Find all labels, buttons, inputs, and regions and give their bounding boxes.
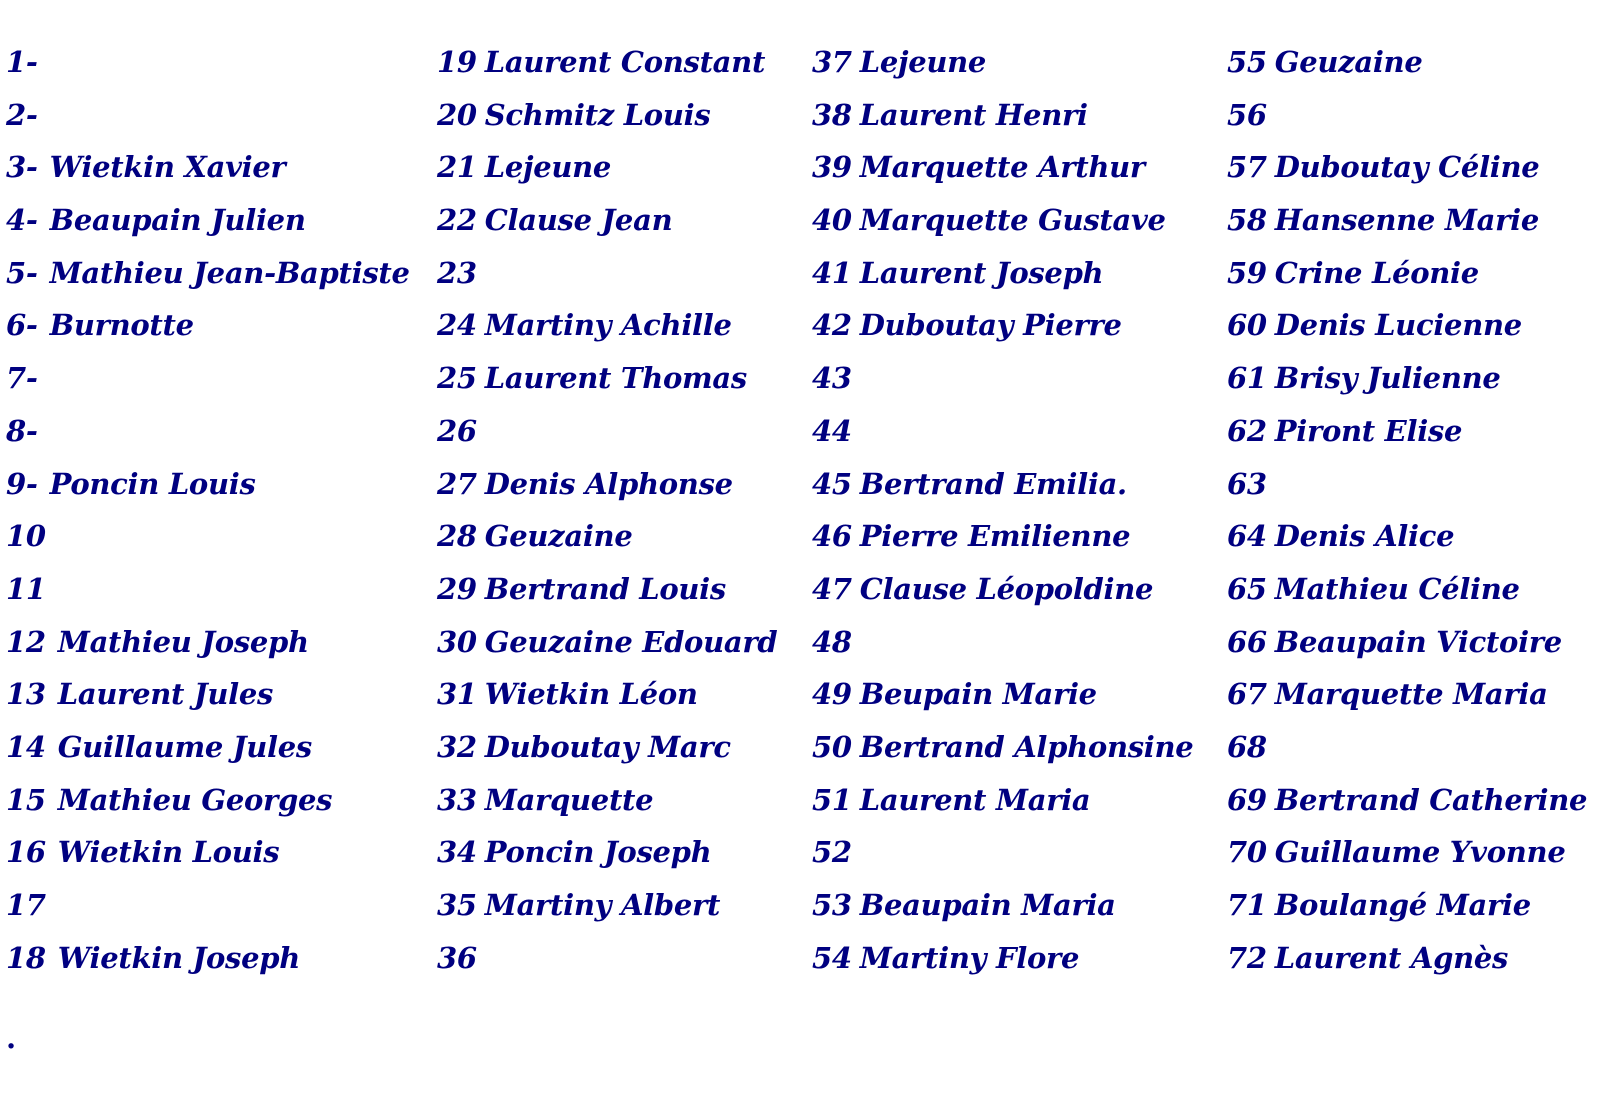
entry-number: 5- [6, 255, 38, 290]
list-entry [1227, 668, 1587, 721]
list-entry [812, 616, 1193, 669]
entry-number: 60 [1227, 308, 1267, 343]
entry-name: Beaupain Julien [49, 203, 306, 238]
entry-name: Marquette Arthur [859, 150, 1145, 185]
entry-name: Clause Jean [484, 203, 673, 238]
entry-name: Boulangé Marie [1274, 888, 1531, 922]
list-entry [1227, 405, 1587, 458]
entry-name: Bertrand Emilia. [859, 466, 1127, 501]
entry-number: 43 [812, 361, 852, 396]
entry-name: Duboutay Marc [484, 729, 731, 764]
entry-number: 67 [1227, 677, 1267, 712]
entry-name: Wietkin Joseph [57, 940, 300, 975]
entry-number: 2- [6, 97, 38, 132]
list-entry [812, 879, 1193, 932]
list-entry [1227, 563, 1587, 616]
list-entry [812, 932, 1193, 985]
entry-name: Beupain Marie [859, 677, 1097, 712]
list-entry [812, 458, 1193, 511]
list-entry [6, 616, 410, 669]
entry-name: Geuzaine Edouard [484, 624, 778, 659]
entry-name: Martiny Achille [484, 308, 732, 343]
entry-name: Marquette [484, 782, 654, 817]
list-entry [437, 826, 777, 879]
entry-number: 14 [6, 729, 46, 764]
list-entry [812, 405, 1193, 458]
entry-number: 4- [6, 203, 38, 238]
list-entry [6, 141, 410, 194]
list-entry [6, 194, 410, 247]
list-entry [1227, 932, 1587, 985]
entry-number: 23 [437, 255, 477, 290]
column-3 [812, 36, 1193, 984]
entry-number: 44 [812, 413, 852, 448]
entry-number: 65 [1227, 571, 1267, 606]
entry-number: 26 [437, 413, 477, 448]
list-entry [812, 299, 1193, 352]
entry-number: 46 [812, 519, 852, 554]
entry-number: 69 [1227, 782, 1267, 817]
entry-number: 13 [6, 677, 46, 712]
list-entry [437, 352, 777, 405]
list-entry [1227, 616, 1587, 669]
entry-number: 6- [6, 308, 38, 343]
entry-number: 63 [1227, 466, 1267, 501]
entry-name: Crine Léonie [1274, 255, 1479, 290]
entry-name: Hansenne Marie [1274, 203, 1539, 238]
list-entry [812, 194, 1193, 247]
entry-number: 68 [1227, 729, 1267, 764]
entry-name: Laurent Thomas [484, 361, 747, 396]
list-entry [812, 563, 1193, 616]
entry-number: 49 [812, 677, 852, 712]
entry-name: Brisy Julienne [1274, 361, 1501, 396]
entry-number: 72 [1227, 940, 1267, 975]
list-entry [812, 352, 1193, 405]
list-entry [1227, 774, 1587, 827]
entry-number: 45 [812, 466, 852, 501]
entry-number: 37 [812, 45, 852, 79]
entry-name: Poncin Louis [49, 466, 256, 501]
entry-name: Mathieu Joseph [57, 624, 309, 659]
list-entry [437, 668, 777, 721]
entry-name: Beaupain Maria [859, 888, 1116, 922]
list-entry [1227, 721, 1587, 774]
entry-number: 20 [437, 97, 477, 132]
entry-number: 47 [812, 571, 852, 606]
entry-name: Laurent Henri [859, 97, 1088, 132]
entry-number: 9- [6, 466, 38, 501]
entry-number: 41 [812, 255, 852, 290]
list-entry [1227, 141, 1587, 194]
entry-name: Pierre Emilienne [859, 519, 1131, 554]
entry-name: Mathieu Georges [57, 782, 333, 817]
column-1 [6, 36, 410, 984]
entry-number: 33 [437, 782, 477, 817]
list-entry [812, 826, 1193, 879]
list-entry [1227, 247, 1587, 300]
entry-number: 27 [437, 466, 477, 501]
entry-number: 19 [437, 45, 477, 79]
entry-number: 30 [437, 624, 477, 659]
entry-number: 7- [6, 361, 38, 396]
list-entry [6, 774, 410, 827]
entry-number: 58 [1227, 203, 1267, 238]
entry-name: Guillaume Yvonne [1274, 835, 1566, 870]
entry-number: 62 [1227, 413, 1267, 448]
list-entry [6, 299, 410, 352]
list-entry [1227, 194, 1587, 247]
list-entry [437, 879, 777, 932]
footer-dot: . [6, 1021, 17, 1055]
column-4 [1227, 36, 1587, 984]
entry-number: 29 [437, 571, 477, 606]
entry-number: 25 [437, 361, 477, 396]
entry-number: 3- [6, 150, 38, 185]
list-entry [6, 879, 410, 932]
entry-number: 50 [812, 729, 852, 764]
entry-name: Wietkin Xavier [49, 150, 286, 185]
entry-name: Denis Alice [1274, 519, 1455, 554]
list-entry [6, 458, 410, 511]
entry-name: Guillaume Jules [57, 729, 312, 764]
entry-name: Martiny Flore [859, 940, 1080, 975]
entry-name: Denis Lucienne [1274, 308, 1522, 343]
list-entry [1227, 299, 1587, 352]
entry-number: 39 [812, 150, 852, 185]
list-entry [812, 89, 1193, 142]
entry-number: 8- [6, 413, 38, 448]
entry-name: Denis Alphonse [484, 466, 733, 501]
entry-name: Laurent Constant [484, 45, 766, 79]
entry-name: Martiny Albert [484, 888, 721, 922]
entry-name: Schmitz Louis [484, 97, 711, 132]
list-entry [437, 563, 777, 616]
entry-number: 28 [437, 519, 477, 554]
list-entry [812, 141, 1193, 194]
entry-number: 24 [437, 308, 477, 343]
entry-name: Burnotte [49, 308, 194, 343]
entry-number: 64 [1227, 519, 1267, 554]
entry-number: 55 [1227, 45, 1267, 79]
list-entry [812, 721, 1193, 774]
entry-name: Bertrand Louis [484, 571, 726, 606]
list-entry [437, 405, 777, 458]
entry-number: 15 [6, 782, 46, 817]
list-entry [1227, 879, 1587, 932]
entry-number: 70 [1227, 835, 1267, 870]
entry-name: Poncin Joseph [484, 835, 712, 870]
list-entry [437, 299, 777, 352]
entry-name: Bertrand Catherine [1274, 782, 1588, 817]
list-entry [437, 89, 777, 142]
entry-number: 51 [812, 782, 852, 817]
entry-name: Geuzaine [1274, 45, 1423, 79]
entry-name: Wietkin Léon [484, 677, 698, 712]
list-entry [437, 141, 777, 194]
list-entry [6, 563, 410, 616]
entry-name: Duboutay Pierre [859, 308, 1122, 343]
list-entry [812, 247, 1193, 300]
entry-number: 32 [437, 729, 477, 764]
entry-number: 52 [812, 835, 852, 870]
entry-number: 61 [1227, 361, 1267, 396]
list-entry [1227, 352, 1587, 405]
entry-name: Lejeune [484, 150, 612, 185]
entry-number: 38 [812, 97, 852, 132]
list-entry [812, 510, 1193, 563]
entry-number: 57 [1227, 150, 1267, 185]
entry-name: Marquette Gustave [859, 203, 1166, 238]
entry-name: Mathieu Céline [1274, 571, 1520, 606]
entry-number: 18 [6, 940, 46, 975]
entry-name: Clause Léopoldine [859, 571, 1154, 606]
entry-name: Marquette Maria [1274, 677, 1548, 712]
list-entry [812, 36, 1193, 89]
entry-name: Bertrand Alphonsine [859, 729, 1194, 764]
list-entry [1227, 510, 1587, 563]
entry-number: 35 [437, 888, 477, 922]
entry-name: Wietkin Louis [57, 835, 280, 870]
entry-number: 56 [1227, 97, 1267, 132]
list-entry [437, 36, 777, 89]
list-entry [6, 826, 410, 879]
entry-number: 53 [812, 888, 852, 922]
list-entry [6, 352, 410, 405]
entry-number: 34 [437, 835, 477, 870]
entry-number: 17 [6, 888, 46, 922]
list-entry [437, 510, 777, 563]
entry-name: Mathieu Jean-Baptiste [49, 255, 410, 290]
entry-name: Duboutay Céline [1274, 150, 1540, 185]
list-entry [1227, 89, 1587, 142]
list-entry [812, 774, 1193, 827]
entry-number: 21 [437, 150, 477, 185]
entry-number: 59 [1227, 255, 1267, 290]
list-entry [6, 932, 410, 985]
list-entry [437, 458, 777, 511]
entry-name: Beaupain Victoire [1274, 624, 1562, 659]
entry-number: 42 [812, 308, 852, 343]
entry-number: 22 [437, 203, 477, 238]
entry-name: Geuzaine [484, 519, 633, 554]
entry-name: Laurent Agnès [1274, 940, 1509, 975]
list-entry [437, 774, 777, 827]
entry-number: 16 [6, 835, 46, 870]
entry-number: 10 [6, 519, 46, 554]
entry-number: 71 [1227, 888, 1267, 922]
entry-number: 31 [437, 677, 477, 712]
list-entry [437, 721, 777, 774]
list-entry [437, 932, 777, 985]
entry-number: 11 [6, 571, 46, 606]
list-entry [6, 405, 410, 458]
column-2 [437, 36, 777, 984]
entry-number: 66 [1227, 624, 1267, 659]
list-entry [6, 36, 410, 89]
list-entry [6, 89, 410, 142]
entry-name: Piront Elise [1274, 413, 1463, 448]
entry-number: 1- [6, 45, 38, 79]
entry-number: 12 [6, 624, 46, 659]
list-entry [437, 247, 777, 300]
list-entry [437, 194, 777, 247]
entry-number: 48 [812, 624, 852, 659]
list-entry [6, 510, 410, 563]
entry-number: 54 [812, 940, 852, 975]
entry-number: 40 [812, 203, 852, 238]
list-entry [812, 668, 1193, 721]
list-entry [6, 247, 410, 300]
list-entry [1227, 36, 1587, 89]
entry-name: Laurent Maria [859, 782, 1091, 817]
entry-name: Lejeune [859, 45, 987, 79]
list-entry [437, 616, 777, 669]
entry-number: 36 [437, 940, 477, 975]
list-entry [1227, 826, 1587, 879]
entry-name: Laurent Joseph [859, 255, 1104, 290]
list-entry [6, 721, 410, 774]
list-entry [6, 668, 410, 721]
entry-name: Laurent Jules [57, 677, 274, 712]
list-entry [1227, 458, 1587, 511]
